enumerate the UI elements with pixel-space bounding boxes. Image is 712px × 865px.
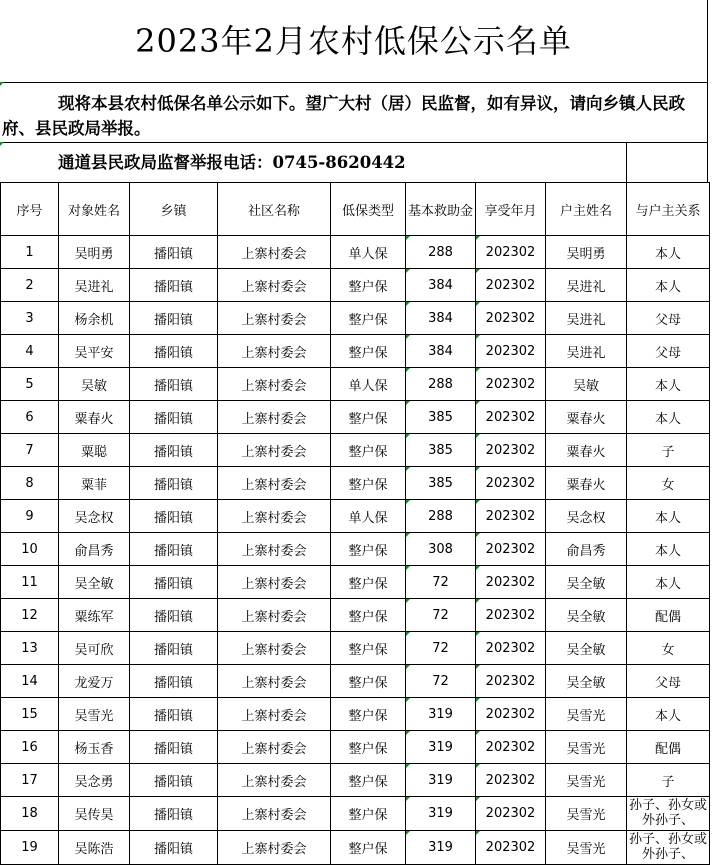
cell-householder: 吴进礼: [546, 302, 627, 335]
cell-relation: 子: [627, 434, 710, 467]
table-row: [1, 731, 710, 764]
cell-type: 单人保: [331, 368, 406, 401]
cell-name: 吴念权: [59, 500, 130, 533]
cell-name: 吴敏: [59, 368, 130, 401]
cell-relation: 配偶: [627, 599, 710, 632]
cell-amount: 319: [406, 797, 476, 831]
cell-type: 整户保: [331, 335, 406, 368]
cell-index: 14: [1, 665, 59, 698]
table-row: [1, 599, 710, 632]
cell-month: 202302: [476, 434, 546, 467]
cell-community: 上寨村委会: [218, 665, 331, 698]
table-row: [1, 467, 710, 500]
cell-month: 202302: [476, 764, 546, 797]
cell-relation: 父母: [627, 335, 710, 368]
header-town: 乡镇: [130, 183, 218, 236]
cell-type: 整户保: [331, 764, 406, 797]
cell-name: 吴明勇: [59, 236, 130, 269]
table-row: [1, 764, 710, 797]
cell-community: 上寨村委会: [218, 302, 331, 335]
cell-amount: 319: [406, 831, 476, 865]
table-row: [1, 698, 710, 731]
cell-householder: 吴明勇: [546, 236, 627, 269]
cell-name: 杨余机: [59, 302, 130, 335]
comment-marker: [0, 142, 4, 146]
cell-town: 播阳镇: [130, 500, 218, 533]
cell-index: 4: [1, 335, 59, 368]
cell-index: 13: [1, 632, 59, 665]
table-row: [1, 269, 710, 302]
cell-name: 吴平安: [59, 335, 130, 368]
header-householder: 户主姓名: [546, 183, 627, 236]
cell-town: 播阳镇: [130, 401, 218, 434]
cell-name: 吴传昊: [59, 797, 130, 831]
cell-type: 整户保: [331, 533, 406, 566]
cell-householder: 吴雪光: [546, 731, 627, 764]
cell-relation: 孙子、孙女或外孙子、: [627, 831, 710, 865]
header-amount: 基本救助金: [406, 183, 476, 236]
cell-month: 202302: [476, 831, 546, 865]
cell-month: 202302: [476, 269, 546, 302]
table-row: [1, 797, 710, 831]
cell-amount: 288: [406, 368, 476, 401]
cell-amount: 72: [406, 665, 476, 698]
cell-town: 播阳镇: [130, 434, 218, 467]
cell-amount: 288: [406, 236, 476, 269]
cell-relation: 孙子、孙女或外孙子、: [627, 797, 710, 831]
cell-relation: 本人: [627, 698, 710, 731]
cell-relation: 女: [627, 632, 710, 665]
cell-community: 上寨村委会: [218, 599, 331, 632]
cell-community: 上寨村委会: [218, 632, 331, 665]
cell-town: 播阳镇: [130, 566, 218, 599]
cell-name: 吴进礼: [59, 269, 130, 302]
cell-name: 粟春火: [59, 401, 130, 434]
cell-town: 播阳镇: [130, 269, 218, 302]
cell-community: 上寨村委会: [218, 434, 331, 467]
cell-type: 整户保: [331, 698, 406, 731]
cell-index: 18: [1, 797, 59, 831]
cell-name: 吴雪光: [59, 698, 130, 731]
cell-town: 播阳镇: [130, 797, 218, 831]
cell-amount: 308: [406, 533, 476, 566]
header-community: 社区名称: [218, 183, 331, 236]
cell-community: 上寨村委会: [218, 335, 331, 368]
cell-community: 上寨村委会: [218, 269, 331, 302]
table-row: [1, 566, 710, 599]
table-row: [1, 500, 710, 533]
cell-name: 俞昌秀: [59, 533, 130, 566]
page-title: 2023年2月农村低保公示名单: [0, 0, 708, 82]
cell-householder: 吴全敏: [546, 566, 627, 599]
table-row: [1, 236, 710, 269]
cell-amount: 319: [406, 764, 476, 797]
cell-name: 吴念勇: [59, 764, 130, 797]
cell-relation: 子: [627, 764, 710, 797]
cell-amount: 288: [406, 500, 476, 533]
cell-name: 粟菲: [59, 467, 130, 500]
cell-householder: 吴全敏: [546, 632, 627, 665]
cell-relation: 本人: [627, 236, 710, 269]
cell-householder: 粟春火: [546, 401, 627, 434]
cell-householder: 吴雪光: [546, 831, 627, 865]
cell-name: 吴可欣: [59, 632, 130, 665]
cell-amount: 72: [406, 566, 476, 599]
cell-community: 上寨村委会: [218, 698, 331, 731]
cell-town: 播阳镇: [130, 533, 218, 566]
cell-name: 吴陈浩: [59, 831, 130, 865]
cell-householder: 吴雪光: [546, 797, 627, 831]
cell-index: 2: [1, 269, 59, 302]
cell-community: 上寨村委会: [218, 533, 331, 566]
cell-month: 202302: [476, 599, 546, 632]
cell-community: 上寨村委会: [218, 797, 331, 831]
cell-amount: 384: [406, 302, 476, 335]
cell-type: 整户保: [331, 599, 406, 632]
cell-relation: 配偶: [627, 731, 710, 764]
cell-index: 15: [1, 698, 59, 731]
cell-amount: 384: [406, 335, 476, 368]
cell-community: 上寨村委会: [218, 566, 331, 599]
cell-community: 上寨村委会: [218, 831, 331, 865]
cell-householder: 吴进礼: [546, 269, 627, 302]
table-row: [1, 335, 710, 368]
cell-town: 播阳镇: [130, 665, 218, 698]
table-row: [1, 665, 710, 698]
cell-index: 7: [1, 434, 59, 467]
cell-town: 播阳镇: [130, 599, 218, 632]
cell-town: 播阳镇: [130, 335, 218, 368]
cell-month: 202302: [476, 731, 546, 764]
cell-index: 8: [1, 467, 59, 500]
cell-town: 播阳镇: [130, 467, 218, 500]
cell-index: 3: [1, 302, 59, 335]
cell-index: 12: [1, 599, 59, 632]
cell-type: 整户保: [331, 665, 406, 698]
cell-type: 整户保: [331, 566, 406, 599]
cell-householder: 吴全敏: [546, 599, 627, 632]
header-index: 序号: [1, 183, 59, 236]
cell-community: 上寨村委会: [218, 764, 331, 797]
cell-householder: 俞昌秀: [546, 533, 627, 566]
cell-amount: 385: [406, 434, 476, 467]
cell-index: 19: [1, 831, 59, 865]
cell-town: 播阳镇: [130, 236, 218, 269]
cell-amount: 385: [406, 401, 476, 434]
cell-month: 202302: [476, 401, 546, 434]
header-name: 对象姓名: [59, 183, 130, 236]
cell-community: 上寨村委会: [218, 500, 331, 533]
cell-month: 202302: [476, 533, 546, 566]
cell-amount: 385: [406, 467, 476, 500]
cell-type: 整户保: [331, 731, 406, 764]
cell-amount: 72: [406, 599, 476, 632]
cell-month: 202302: [476, 698, 546, 731]
cell-town: 播阳镇: [130, 302, 218, 335]
cell-community: 上寨村委会: [218, 467, 331, 500]
cell-type: 整户保: [331, 797, 406, 831]
cell-relation: 本人: [627, 269, 710, 302]
comment-marker: [0, 82, 4, 86]
cell-month: 202302: [476, 500, 546, 533]
cell-relation: 女: [627, 467, 710, 500]
cell-index: 5: [1, 368, 59, 401]
table-row: [1, 533, 710, 566]
cell-index: 1: [1, 236, 59, 269]
cell-type: 单人保: [331, 236, 406, 269]
table-row: [1, 302, 710, 335]
cell-community: 上寨村委会: [218, 731, 331, 764]
cell-type: 整户保: [331, 632, 406, 665]
cell-relation: 本人: [627, 566, 710, 599]
cell-month: 202302: [476, 368, 546, 401]
notice-paragraph: 现将本县农村低保名单公示如下。望广大村（居）民监督，如有异议，请向乡镇人民政府、县民政局举报。: [0, 82, 708, 142]
cell-town: 播阳镇: [130, 764, 218, 797]
cell-month: 202302: [476, 302, 546, 335]
cell-name: 龙爱万: [59, 665, 130, 698]
hotline-text: 通道县民政局监督举报电话：0745-8620442: [58, 153, 406, 172]
cell-town: 播阳镇: [130, 831, 218, 865]
cell-name: 吴全敏: [59, 566, 130, 599]
cell-type: 整户保: [331, 302, 406, 335]
cell-householder: 吴敏: [546, 368, 627, 401]
cell-community: 上寨村委会: [218, 368, 331, 401]
hotline-row: [0, 142, 708, 182]
cell-month: 202302: [476, 467, 546, 500]
cell-month: 202302: [476, 665, 546, 698]
cell-type: 整户保: [331, 467, 406, 500]
hotline-empty-cell: [626, 143, 708, 182]
cell-month: 202302: [476, 632, 546, 665]
cell-relation: 本人: [627, 368, 710, 401]
cell-community: 上寨村委会: [218, 401, 331, 434]
header-type: 低保类型: [331, 183, 406, 236]
cell-relation: 本人: [627, 401, 710, 434]
cell-relation: 本人: [627, 533, 710, 566]
cell-householder: 吴全敏: [546, 665, 627, 698]
cell-type: 整户保: [331, 434, 406, 467]
cell-town: 播阳镇: [130, 368, 218, 401]
cell-month: 202302: [476, 236, 546, 269]
cell-type: 单人保: [331, 500, 406, 533]
cell-relation: 父母: [627, 302, 710, 335]
cell-type: 整户保: [331, 269, 406, 302]
cell-index: 9: [1, 500, 59, 533]
cell-town: 播阳镇: [130, 698, 218, 731]
cell-householder: 粟春火: [546, 467, 627, 500]
cell-type: 整户保: [331, 831, 406, 865]
recipient-table: [0, 182, 710, 865]
cell-month: 202302: [476, 797, 546, 831]
cell-index: 17: [1, 764, 59, 797]
cell-amount: 319: [406, 698, 476, 731]
cell-amount: 319: [406, 731, 476, 764]
cell-month: 202302: [476, 335, 546, 368]
header-relation: 与户主关系: [627, 183, 710, 236]
header-month: 享受年月: [476, 183, 546, 236]
table-header-row: [1, 183, 710, 236]
cell-index: 11: [1, 566, 59, 599]
cell-index: 16: [1, 731, 59, 764]
cell-name: 杨玉香: [59, 731, 130, 764]
cell-name: 粟练军: [59, 599, 130, 632]
cell-index: 10: [1, 533, 59, 566]
cell-month: 202302: [476, 566, 546, 599]
cell-relation: 本人: [627, 500, 710, 533]
cell-community: 上寨村委会: [218, 236, 331, 269]
cell-relation: 父母: [627, 665, 710, 698]
cell-town: 播阳镇: [130, 731, 218, 764]
cell-name: 粟聪: [59, 434, 130, 467]
cell-amount: 72: [406, 632, 476, 665]
table-row: [1, 632, 710, 665]
cell-householder: 吴雪光: [546, 764, 627, 797]
table-body: [1, 236, 710, 865]
cell-householder: 粟春火: [546, 434, 627, 467]
table-row: [1, 434, 710, 467]
cell-index: 6: [1, 401, 59, 434]
cell-type: 整户保: [331, 401, 406, 434]
cell-amount: 384: [406, 269, 476, 302]
cell-householder: 吴雪光: [546, 698, 627, 731]
cell-householder: 吴进礼: [546, 335, 627, 368]
table-row: [1, 368, 710, 401]
cell-town: 播阳镇: [130, 632, 218, 665]
cell-householder: 吴念权: [546, 500, 627, 533]
table-row: [1, 401, 710, 434]
